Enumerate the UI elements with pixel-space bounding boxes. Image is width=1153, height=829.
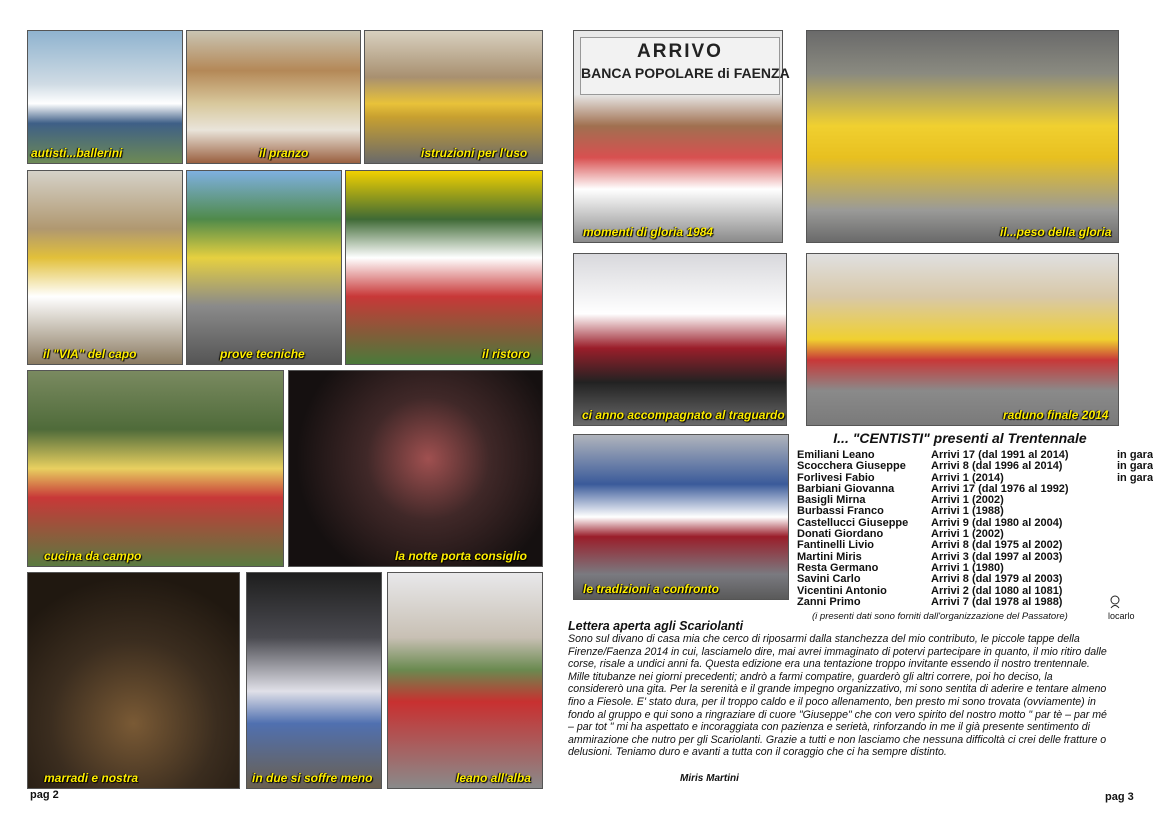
- caption: raduno finale 2014: [1003, 408, 1109, 422]
- centisti-arrivi: Arrivi 8 (dal 1979 al 2003): [931, 573, 1063, 586]
- letter-body: Sono sul divano di casa mia che cerco di riposarmi dalla stanchezza del mio contributo, le piccole tappe della Firenze/Faenza 2014 in cui, lasciamelo dire, mai avrei immaginato di potervi partecipare in quanto, il mio ritiro dalle corse, risale a undici anni fa. Questa edizione era una tentazione troppo invitante essendo il nostro trentennale. Mille titubanze nei giorni precedenti; andrò a farmi compatire, guarderò gli altri correre, poi ho deciso, la considererò una gita. Per la serenità e il grande impegno organizzativo, mi sono sentita di aderire e tentare almeno fino a Fiesole. E' stato dura, per il troppo caldo e il poco allenamento, ben presto mi sono trovata (ovviamente) in fondo al gruppo e qui sono a ringraziare di cuore "Giuseppe" che con vero spirito del nostro motto " par tè – par mé – par tot " mi ha aspettato e incoraggiata con pazienza e serietà, rinforzando in me il già presente sentimento di ammirazione che nutro per gli Scariolanti. Grazie a tutti e non lasciamo che nessuna difficoltà ci crei delle fratture o delusioni. Teniamo duro e avanti a tutta con il coraggio che ci ha sempre distinto.: [568, 633, 1107, 759]
- photo-via-capo: [27, 170, 183, 365]
- caption: leano all'alba: [456, 771, 531, 785]
- letter-title: Lettera aperta agli Scariolanti: [568, 619, 744, 633]
- page-number-right: pag 3: [1105, 791, 1134, 803]
- centisti-arrivi: Arrivi 8 (dal 1975 al 2002): [931, 539, 1063, 552]
- centisti-arrivi: Arrivi 3 (dal 1997 al 2003): [931, 550, 1063, 563]
- caption: il pranzo: [259, 146, 309, 160]
- letter-signature: Miris Martini: [680, 773, 739, 784]
- photo-peso-gloria: [806, 30, 1119, 243]
- caption: istruzioni per l'uso: [421, 146, 528, 160]
- photo-ristoro: [345, 170, 543, 365]
- photo-raduno-finale: [806, 253, 1119, 426]
- centisti-row: Scocchera Giuseppe Arrivi 8 (dal 1996 al 2014) in gara: [797, 460, 1153, 473]
- centisti-name: Resta Germano: [797, 561, 879, 574]
- centisti-name: Emiliani Leano: [797, 449, 875, 461]
- photo-pranzo: [186, 30, 361, 164]
- centisti-arrivi: Arrivi 17 (dal 1976 al 1992): [931, 482, 1069, 495]
- centisti-arrivi: Arrivi 1 (2002): [931, 494, 1004, 507]
- centisti-name: Scocchera Giuseppe: [797, 460, 906, 473]
- centisti-name: Fantinelli Livio: [797, 539, 875, 552]
- banner-line-1: ARRIVO: [637, 41, 723, 62]
- photo-accompagnato: [573, 253, 787, 426]
- caption: il ristoro: [482, 347, 531, 361]
- caption: il "VIA" del capo: [43, 347, 137, 361]
- centisti-arrivi: Arrivi 2 (dal 1080 al 1081): [931, 584, 1063, 597]
- photo-in-due: [246, 572, 382, 789]
- centisti-name: Vicentini Antonio: [797, 584, 887, 597]
- centisti-name: Basigli Mirna: [797, 494, 866, 507]
- banner-line-2: BANCA POPOLARE di FAENZA: [581, 65, 790, 81]
- photo-istruzioni: [364, 30, 543, 164]
- centisti-arrivi: Arrivi 1 (1980): [931, 561, 1004, 574]
- caption: in due si soffre meno: [252, 771, 373, 785]
- caption: le tradizioni a confronto: [583, 582, 720, 596]
- centisti-table: [797, 449, 1153, 608]
- signer-mark: [1108, 611, 1135, 621]
- photo-tradizioni: [573, 434, 789, 600]
- caricature-icon: [1108, 595, 1122, 609]
- signer-label: locarlo: [1108, 611, 1135, 621]
- centisti-arrivi: Arrivi 1 (1988): [931, 505, 1004, 518]
- centisti-row: Emiliani Leano Arrivi 17 (dal 1991 al 2014) in gara: [797, 449, 1153, 461]
- caption: ci anno accompagnato al traguardo: [582, 408, 785, 422]
- centisti-arrivi: Arrivi 1 (2002): [931, 528, 1004, 541]
- caption: la notte porta consiglio: [395, 549, 528, 563]
- centisti-note: (i presenti dati sono forniti dall'organizzazione del Passatore): [812, 611, 1068, 622]
- photo-autisti: [27, 30, 183, 164]
- photo-notte: [288, 370, 543, 567]
- caption: cucina da campo: [44, 549, 142, 563]
- centisti-name: Savini Carlo: [797, 573, 861, 586]
- centisti-row: [797, 574, 1117, 585]
- photo-marradi: [27, 572, 240, 789]
- caption: prove tecniche: [220, 347, 305, 361]
- caption: il...peso della gloria: [1000, 225, 1112, 239]
- centisti-name: Donati Giordano: [797, 528, 884, 541]
- centisti-title: I... "CENTISTI" presenti al Trentennale: [833, 430, 1087, 446]
- centisti-arrivi: Arrivi 1 (2014): [931, 471, 1004, 484]
- centisti-arrivi: Arrivi 17 (dal 1991 al 2014): [931, 449, 1069, 461]
- centisti-name: Barbiani Giovanna: [797, 482, 895, 495]
- photo-leano-alba: [387, 572, 543, 789]
- photo-prove-tecniche: [186, 170, 342, 365]
- centisti-arrivi: Arrivi 8 (dal 1996 al 2014): [931, 460, 1063, 473]
- page-number-left: pag 2: [30, 789, 59, 801]
- centisti-name: Castellucci Giuseppe: [797, 516, 909, 529]
- arrivo-banner: [580, 37, 790, 95]
- caption: momenti di gloria 1984: [583, 225, 714, 239]
- centisti-name: Martini Miris: [797, 550, 862, 563]
- centisti-name: Burbassi Franco: [797, 505, 884, 518]
- centisti-name: Forlivesi Fabio: [797, 471, 875, 484]
- centisti-arrivi: Arrivi 9 (dal 1980 al 2004): [931, 516, 1063, 529]
- centisti-row: [797, 540, 1117, 551]
- caption: autisti...ballerini: [31, 146, 123, 160]
- centisti-arrivi: Arrivi 7 (dal 1978 al 1988): [931, 595, 1063, 608]
- centisti-name: Zanni Primo: [797, 595, 861, 608]
- photo-momenti-gloria: [573, 30, 790, 243]
- centisti-row: Forlivesi Fabio Arrivi 1 (2014) in gara: [797, 471, 1153, 484]
- photo-cucina-campo: [27, 370, 284, 567]
- caption: marradi e nostra: [44, 771, 139, 785]
- centisti-row: [797, 597, 1117, 608]
